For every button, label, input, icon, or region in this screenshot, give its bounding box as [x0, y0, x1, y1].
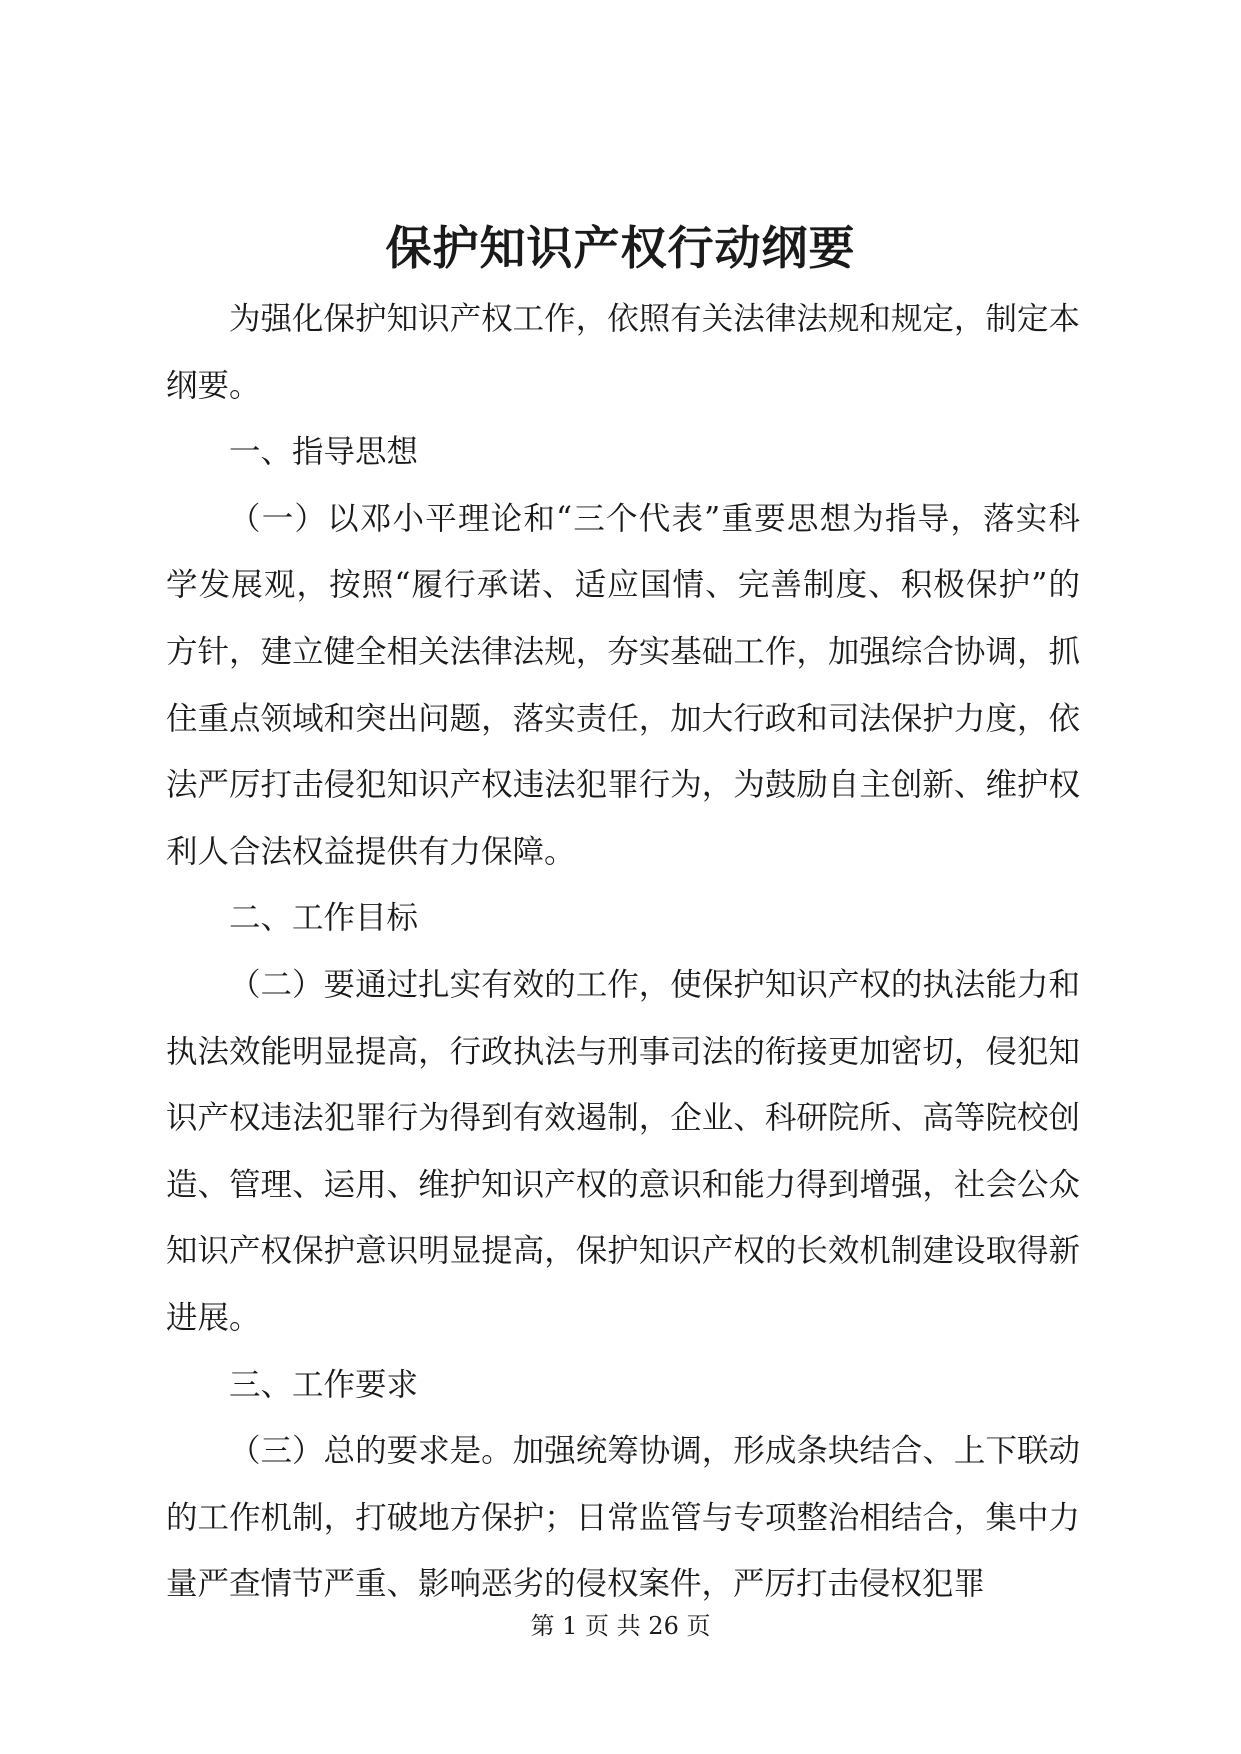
- document-title: 保护知识产权行动纲要: [385, 221, 856, 275]
- page-number-footer: 第 1 页 共 26 页: [530, 1612, 711, 1640]
- section-heading-work-requirements: 三、工作要求: [229, 1366, 419, 1403]
- section-heading-work-goals: 二、工作目标: [229, 900, 419, 937]
- section-heading-guiding-ideology: 一、指导思想: [229, 434, 419, 471]
- document-body: [166, 286, 1080, 1618]
- paragraph-item-1: （一）以邓小平理论和“三个代表”重要思想为指导，落实科学发展观，按照“履行承诺、适应国情、完善制度、积极保护”的方针，建立健全相关法律法规，夯实基础工作，加强综合协调，抓住重点领域和突出问题，落实责任，加大行政和司法保护力度，依法严厉打击侵犯知识产权违法犯罪行为，为鼓励自主创新、维护权利人合法权益提供有力保障。: [166, 500, 1080, 870]
- paragraph-item-2: （二）要通过扎实有效的工作，使保护知识产权的执法能力和执法效能明显提高，行政执法与刑事司法的衔接更加密切，侵犯知识产权违法犯罪行为得到有效遏制，企业、科研院所、高等院校创造、管理、运用、维护知识产权的意识和能力得到增强，社会公众知识产权保护意识明显提高，保护知识产权的长效机制建设取得新进展。: [166, 966, 1080, 1336]
- paragraph-item-3: （三）总的要求是。加强统筹协调，形成条块结合、上下联动的工作机制，打破地方保护；日常监管与专项整治相结合，集中力量严查情节严重、影响恶劣的侵权案件，严厉打击侵权犯罪: [166, 1433, 1080, 1603]
- intro-paragraph: 为强化保护知识产权工作，依照有关法律法规和规定，制定本纲要。: [166, 301, 1080, 404]
